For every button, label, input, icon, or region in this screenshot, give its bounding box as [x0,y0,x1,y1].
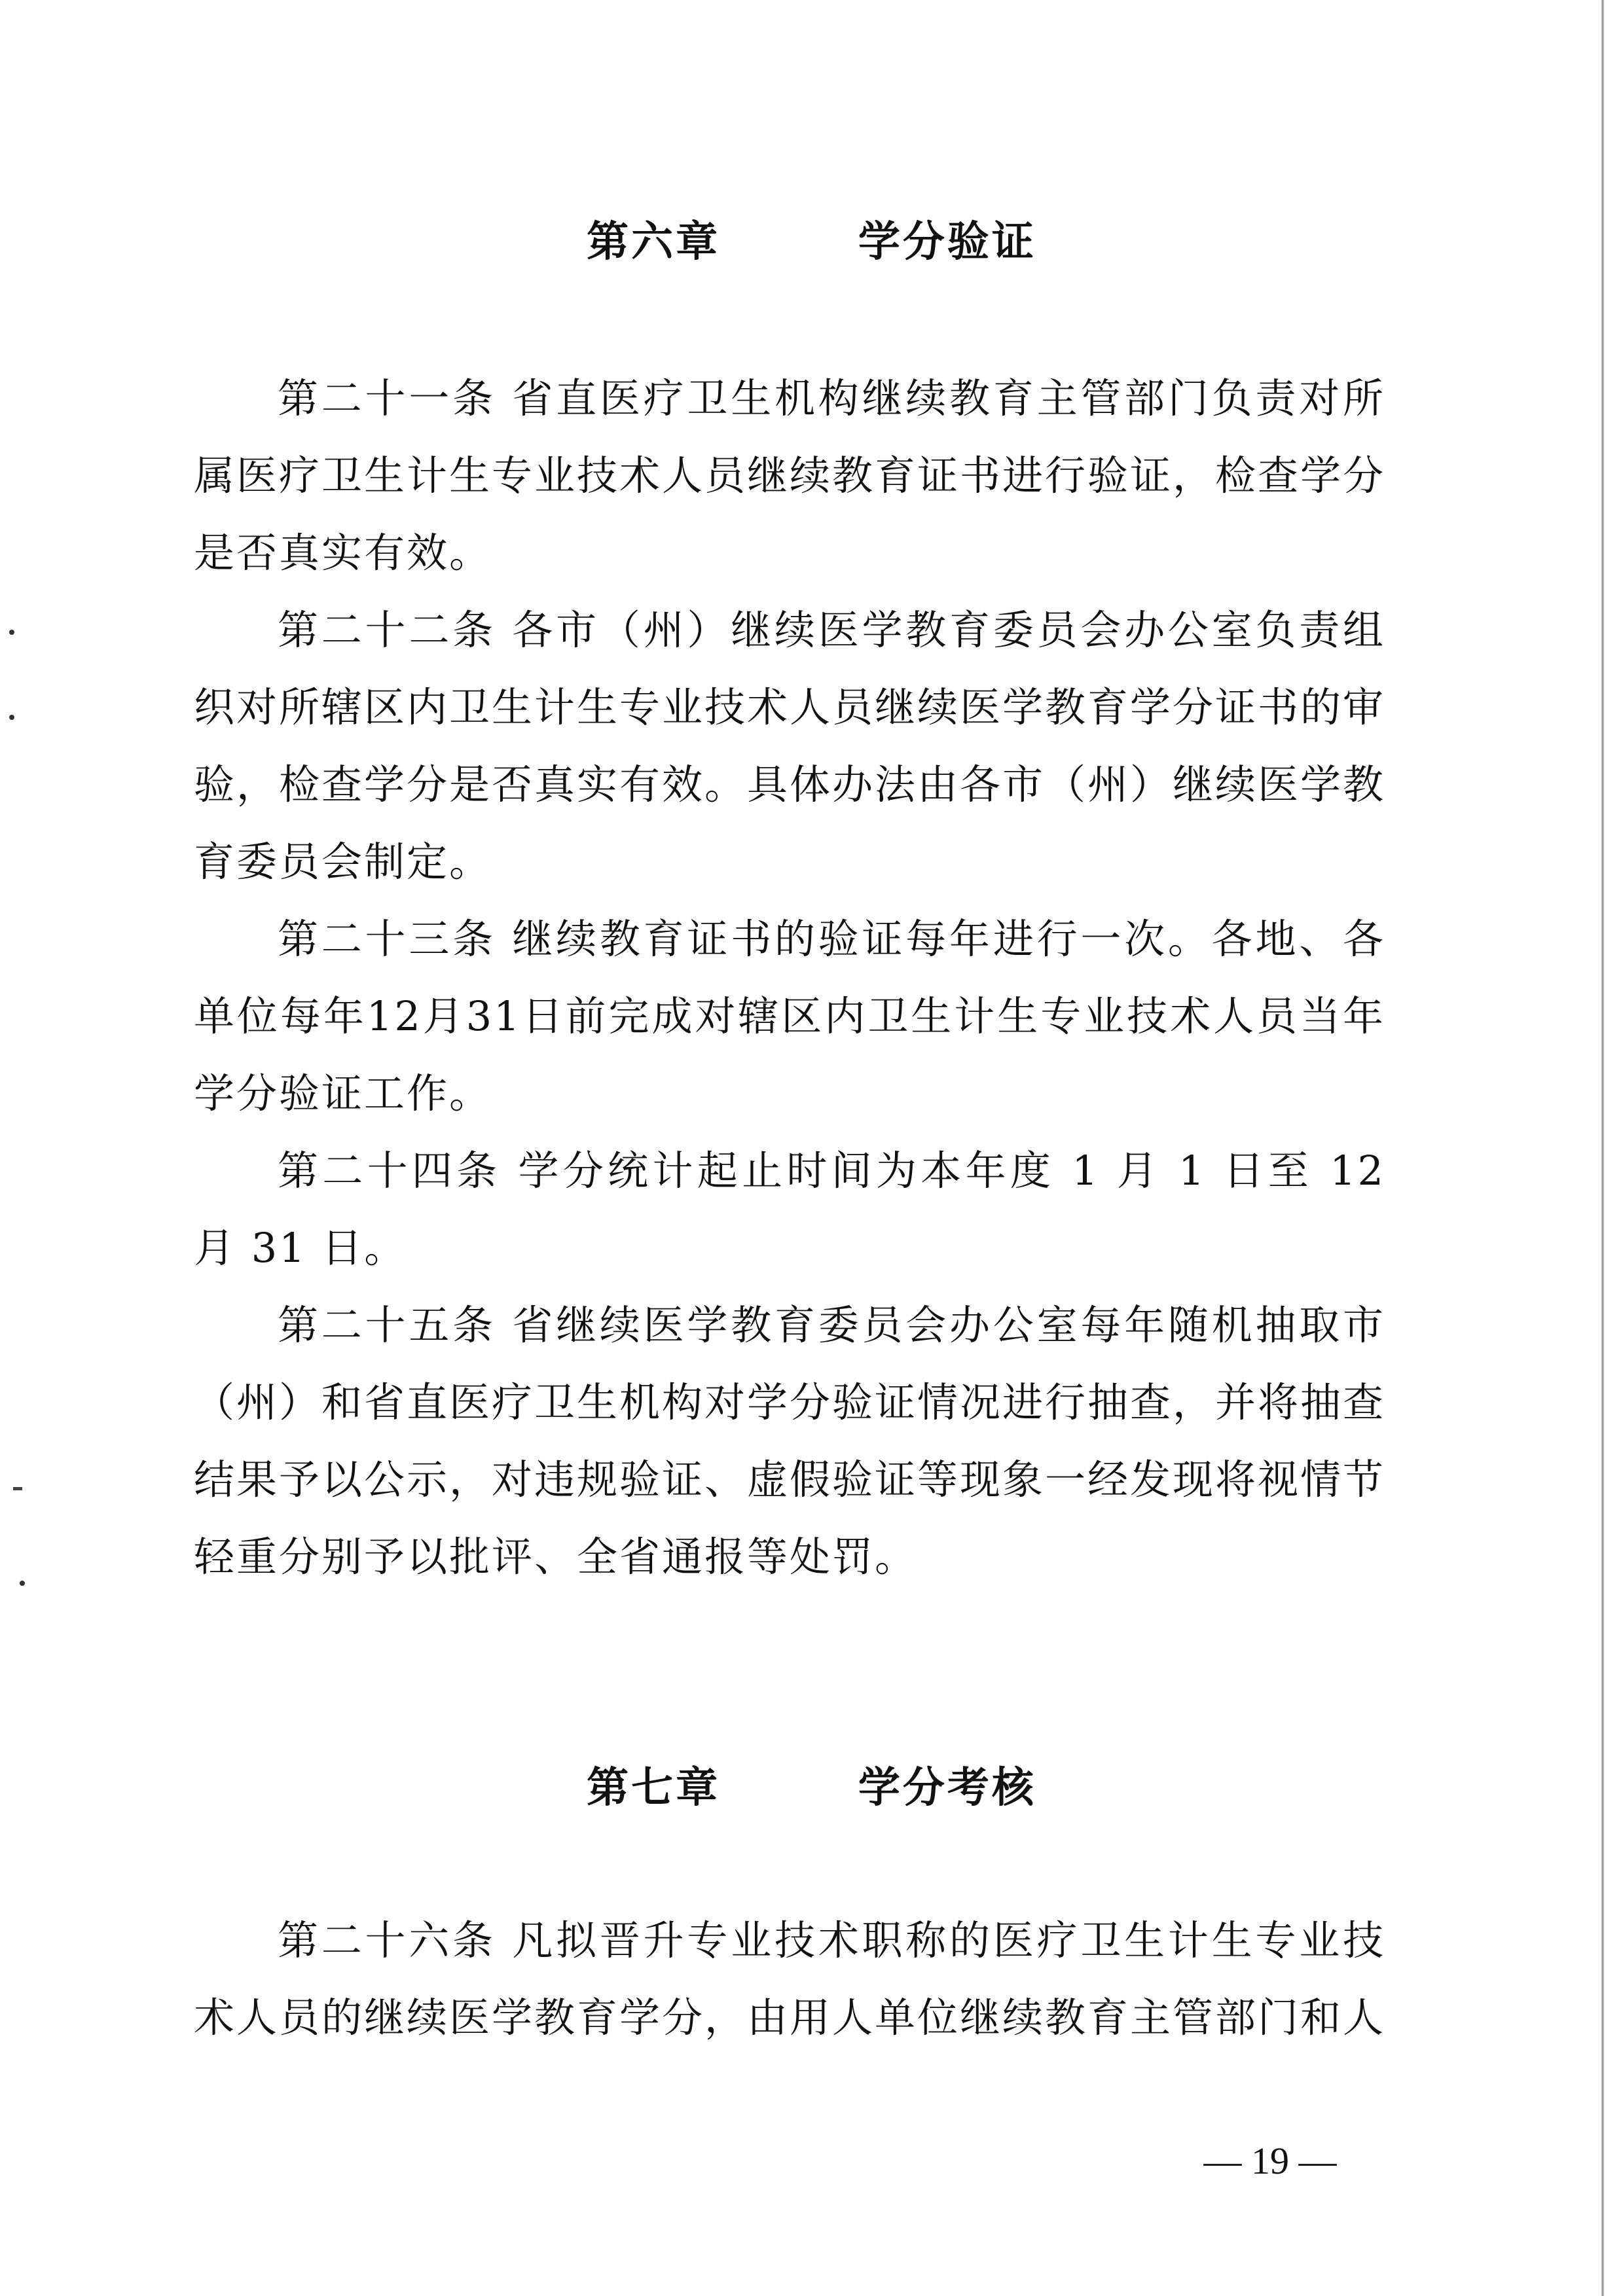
chapter-7-body [194,1902,1385,2056]
article-21: 第二十一条 省直医疗卫生机构继续教育主管部门负责对所属医疗卫生计生专业技术人员继续教育证书进行验证，检查学分是否真实有效。 [194,374,1386,577]
article-26: 第二十六条 凡拟晋升专业技术职称的医疗卫生计生专业技术人员的继续医学教育学分，由用人单位继续教育主管部门和人 [194,1916,1386,2041]
article-22: 第二十二条 各市（州）继续医学教育委员会办公室负责组织对所辖区内卫生计生专业技术人员继续医学教育学分证书的审验，检查学分是否真实有效。具体办法由各市（州）继续医学教育委员会制定。 [194,606,1386,886]
scan-speck [9,630,14,635]
page-number: — 19 — [1203,2140,1337,2182]
scan-speck [20,1581,25,1586]
article-25: 第二十五条 省继续医学教育委员会办公室每年随机抽取市（州）和省直医疗卫生机构对学分验证情况进行抽查，并将抽查结果予以公示，对违规验证、虚假验证等现象一经发现将视情节轻重分别予以批评、全省通报等处罚。 [194,1301,1386,1581]
chapter-7-title: 第七章 学分考核 [587,1764,1036,1812]
article-24: 第二十四条 学分统计起止时间为本年度 1 月 1 日至 12 月 31 日。 [194,1147,1385,1272]
scan-speck [9,715,14,720]
article-23: 第二十三条 继续教育证书的验证每年进行一次。各地、各单位每年12月31日前完成对辖区内卫生计生专业技术人员当年学分验证工作。 [194,915,1385,1117]
chapter-6-title: 第六章 学分验证 [587,218,1036,266]
scan-speck [13,1487,22,1490]
chapter-6-body [194,360,1385,1596]
scan-edge-line [1601,0,1604,2296]
